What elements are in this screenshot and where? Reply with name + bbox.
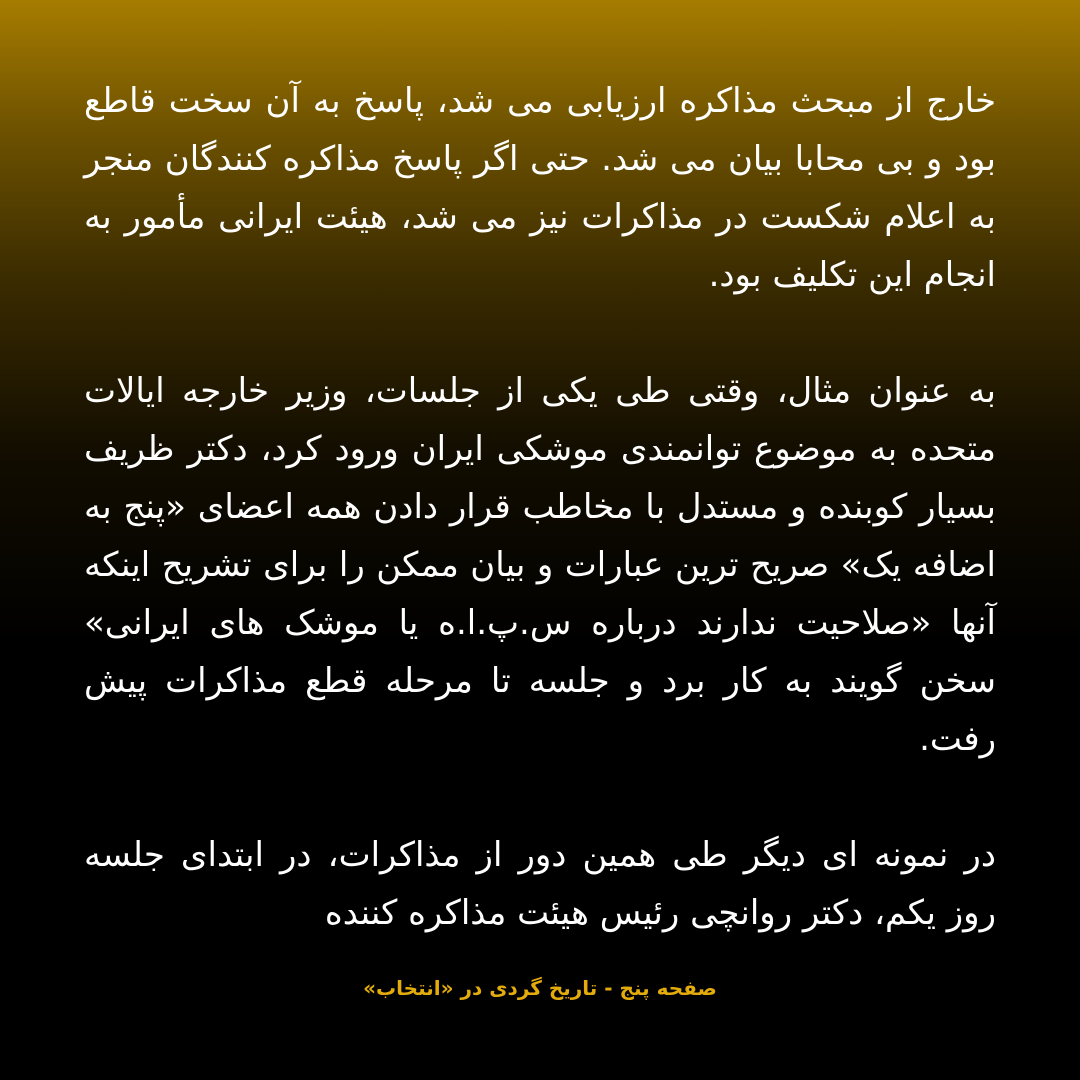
paragraph-3: در نمونه ای دیگر طی همین دور از مذاکرات، در ابتدای جلسه روز یکم، دکتر روانچی رئیس هیئت مذاکره کننده	[84, 835, 996, 933]
page-footer: صفحه پنج - تاریخ گردی در «انتخاب»	[363, 976, 717, 1000]
article-body	[84, 72, 996, 942]
paragraph-2: به عنوان مثال، وقتی طی یکی از جلسات، وزیر خارجه ایالات متحده به موضوع توانمندی موشکی ایران ورود کرد، دکتر ظریف بسیار کوبنده و مستدل با مخاطب قرار دادن همه اعضای «پنج به اضافه یک» صریح ترین عبارات و بیان ممکن را برای تشریح اینکه آنها «صلاحیت ندارند درباره س.پ.ا.ه یا موشک های ایرانی» سخن گویند به کار برد و جلسه تا مرحله قطع مذاکرات پیش رفت.	[84, 371, 996, 759]
paragraph-1: خارج از مبحث مذاکره ارزیابی می شد، پاسخ به آن سخت قاطع بود و بی محابا بیان می شد. حتی اگر پاسخ مذاکره کنندگان منجر به اعلام شکست در مذاکرات نیز می شد، هیئت ایرانی مأمور به انجام این تکلیف بود.	[84, 81, 996, 295]
